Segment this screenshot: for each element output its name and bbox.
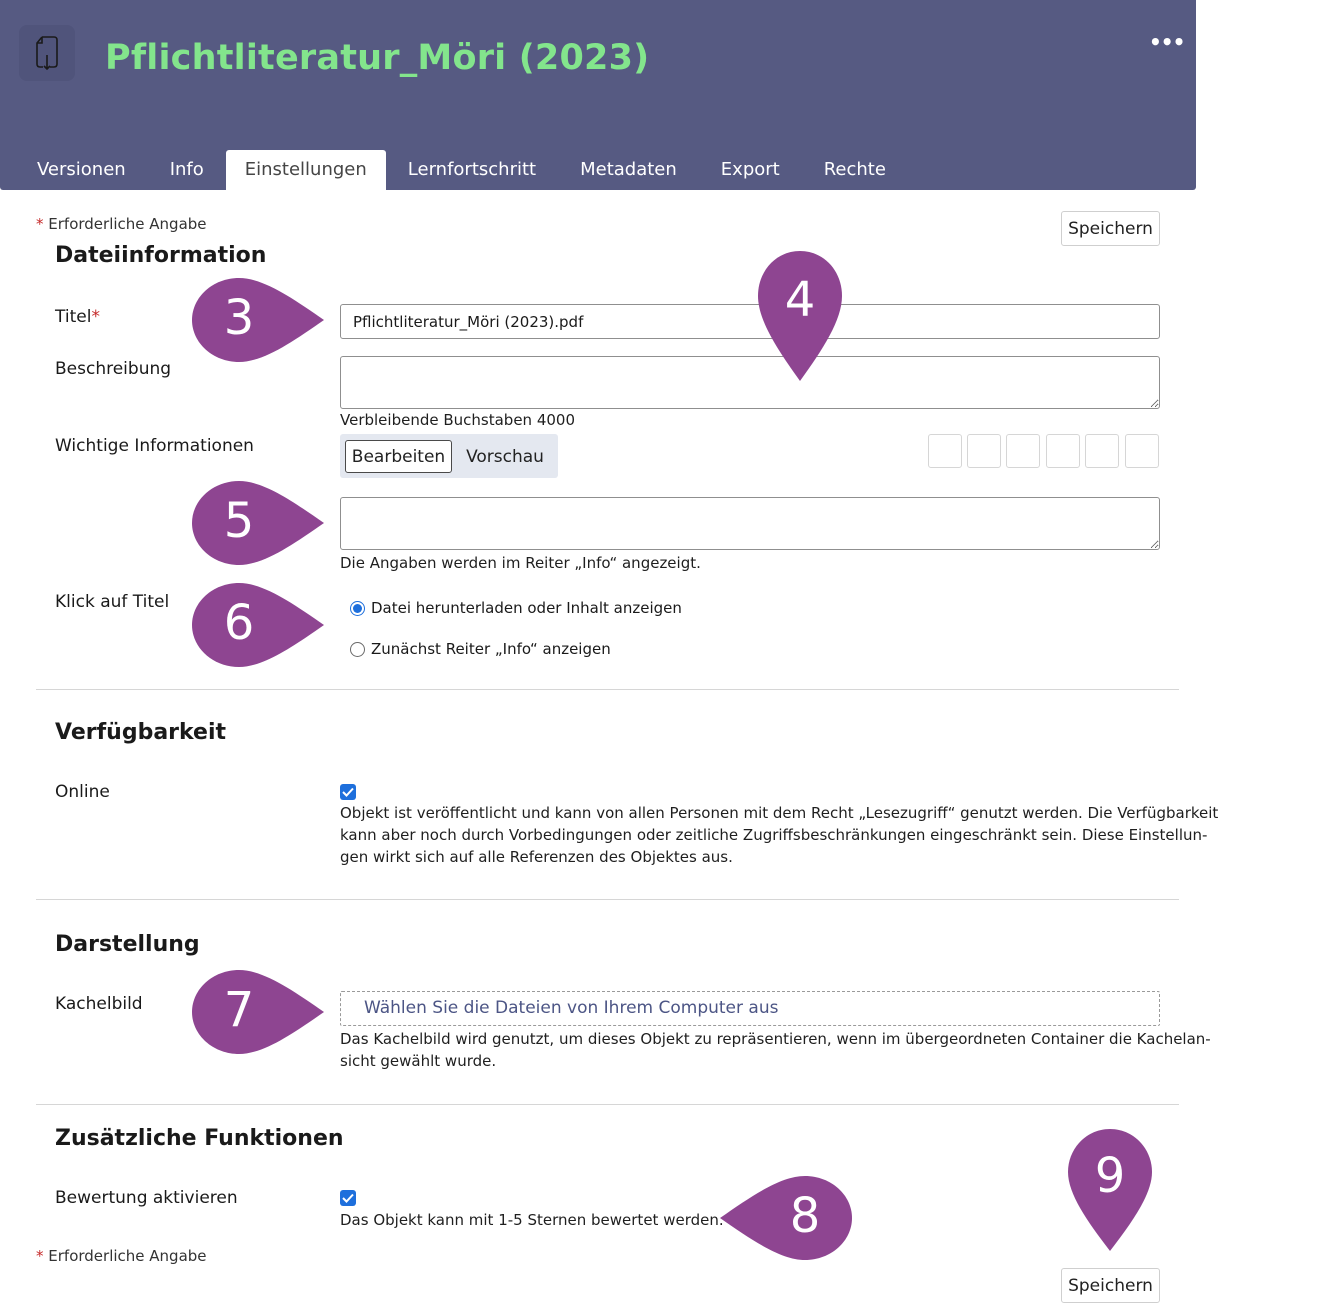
markdown-toolbar-button-5[interactable] — [1085, 434, 1119, 468]
radio-option-info-tab[interactable]: Zunächst Reiter „Info“ anzeigen — [350, 640, 611, 658]
save-button-bottom[interactable]: Speichern — [1061, 1268, 1160, 1303]
online-checkbox[interactable] — [340, 784, 356, 800]
tab-export[interactable]: Export — [720, 159, 780, 180]
required-note-top: * Erforderliche Angabe — [36, 215, 207, 233]
online-help: Objekt ist veröffentlicht und kann von allen Personen mit dem Recht „Lesezugriff“ genutzt werden. Die Verfügbarkeit kann aber noch durch Vorbedingungen oder zeitliche Zugriffsbeschränkungen eingeschränkt sein. Diese Einstellun- gen wirkt sich auf alle Referenzen des Objektes aus. — [340, 804, 1219, 866]
more-actions-icon[interactable]: ••• — [1149, 30, 1185, 54]
annotation-marker-9: 9 — [1067, 1128, 1153, 1252]
important-info-textarea[interactable] — [340, 497, 1160, 550]
rating-label: Bewertung aktivieren — [55, 1188, 238, 1208]
markdown-toolbar-button-2[interactable] — [967, 434, 1001, 468]
section-divider — [36, 1104, 1179, 1105]
tab-info[interactable]: Info — [169, 159, 204, 180]
file-icon — [19, 25, 75, 81]
section-heading-availability: Verfügbarkeit — [55, 720, 227, 745]
rating-checkbox[interactable] — [340, 1190, 356, 1206]
tab-metadaten[interactable]: Metadaten — [580, 159, 677, 180]
title-input[interactable] — [340, 304, 1160, 339]
rating-help: Das Objekt kann mit 1-5 Sternen bewertet werden. — [340, 1211, 724, 1229]
section-heading-file-info: Dateiinformation — [55, 243, 267, 268]
edit-preview-toolbar — [340, 434, 558, 478]
edit-button[interactable]: Bearbeiten — [345, 440, 452, 473]
file-picker-dropzone[interactable]: Wählen Sie die Dateien von Ihrem Computer aus — [340, 991, 1160, 1026]
radio-button-download[interactable] — [350, 601, 365, 616]
markdown-toolbar-button-1[interactable] — [928, 434, 962, 468]
markdown-toolbar-button-4[interactable] — [1046, 434, 1080, 468]
tab-rechte[interactable]: Rechte — [823, 159, 886, 180]
section-divider — [36, 689, 1179, 690]
important-info-label: Wichtige Informationen — [55, 436, 254, 456]
section-heading-presentation: Darstellung — [55, 932, 200, 957]
tile-image-label: Kachelbild — [55, 994, 143, 1014]
markdown-toolbar-button-3[interactable] — [1006, 434, 1040, 468]
radio-button-info-tab[interactable] — [350, 642, 365, 657]
tab-bar — [15, 150, 908, 190]
annotation-marker-5: 5 — [191, 480, 325, 566]
important-info-help: Die Angaben werden im Reiter „Info“ angezeigt. — [340, 554, 701, 572]
section-heading-additional: Zusätzliche Funktionen — [55, 1126, 344, 1151]
tab-lernfortschritt[interactable]: Lernfortschritt — [407, 159, 537, 180]
annotation-marker-4: 4 — [757, 250, 843, 382]
tile-image-help: Das Kachelbild wird genutzt, um dieses Objekt zu repräsentieren, wenn im übergeordneten Container die Kachelan- sicht gewählt wurde. — [340, 1030, 1211, 1070]
online-label: Online — [55, 782, 110, 802]
section-divider — [36, 899, 1179, 900]
click-title-label: Klick auf Titel — [55, 592, 170, 612]
radio-option-download[interactable]: Datei herunterladen oder Inhalt anzeigen — [350, 599, 682, 617]
title-label: Titel* — [55, 307, 100, 327]
description-label: Beschreibung — [55, 359, 172, 379]
tab-versionen[interactable]: Versionen — [37, 159, 126, 180]
annotation-marker-7: 7 — [191, 969, 325, 1055]
annotation-marker-6: 6 — [191, 582, 325, 668]
annotation-marker-3: 3 — [191, 277, 325, 363]
page-title: Pflichtliteratur_Möri (2023) — [105, 38, 650, 78]
markdown-toolbar-button-6[interactable] — [1125, 434, 1159, 468]
preview-button[interactable]: Vorschau — [458, 440, 552, 473]
description-textarea[interactable] — [340, 356, 1160, 409]
checkmark-icon — [342, 1193, 354, 1203]
annotation-marker-8: 8 — [719, 1175, 853, 1261]
required-note-bottom: * Erforderliche Angabe — [36, 1247, 207, 1265]
checkmark-icon — [342, 787, 354, 797]
tab-einstellungen[interactable]: Einstellungen — [226, 150, 386, 190]
remaining-chars-text: Verbleibende Buchstaben 4000 — [340, 411, 575, 429]
page-header — [0, 0, 1196, 190]
save-button-top[interactable]: Speichern — [1061, 211, 1160, 246]
